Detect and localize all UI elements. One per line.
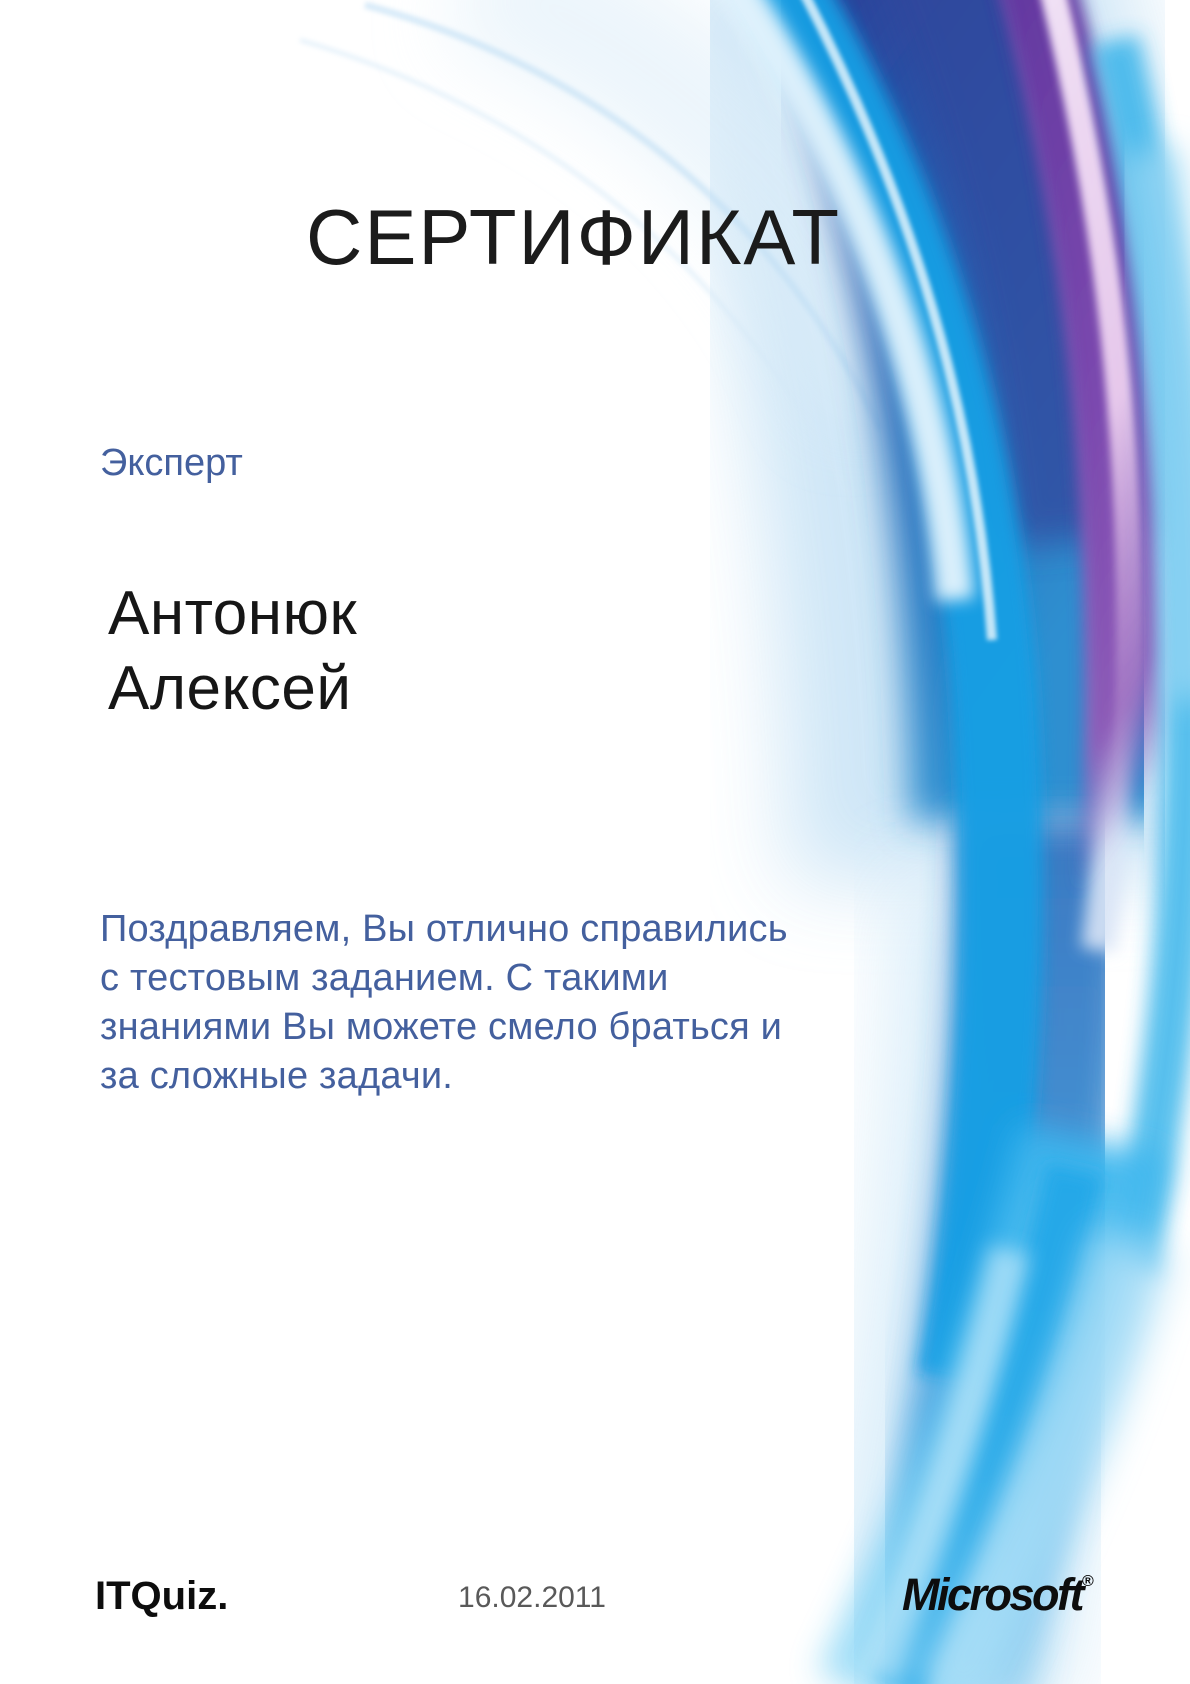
recipient-name <box>108 576 357 726</box>
qualification-label: Эксперт <box>100 442 243 484</box>
issue-date: 16.02.2011 <box>458 1581 606 1614</box>
microsoft-logo <box>902 1569 1094 1620</box>
registered-trademark-symbol: ® <box>1082 1573 1094 1590</box>
recipient-name-line-2: Алексей <box>108 654 352 723</box>
message-line-1: Поздравляем, Вы отлично справились <box>100 908 788 950</box>
congratulation-message <box>100 905 788 1101</box>
message-line-4: за сложные задачи. <box>100 1055 454 1097</box>
recipient-name-line-1: Антонюк <box>108 579 358 648</box>
certificate-title: СЕРТИФИКАТ <box>306 193 841 281</box>
itquiz-logo: ITQuiz. <box>95 1574 229 1618</box>
message-line-2: с тестовым заданием. С такими <box>100 957 669 999</box>
message-line-3: знаниями Вы можете смело браться и <box>100 1006 783 1048</box>
microsoft-wordmark: Microsoft <box>902 1569 1082 1620</box>
